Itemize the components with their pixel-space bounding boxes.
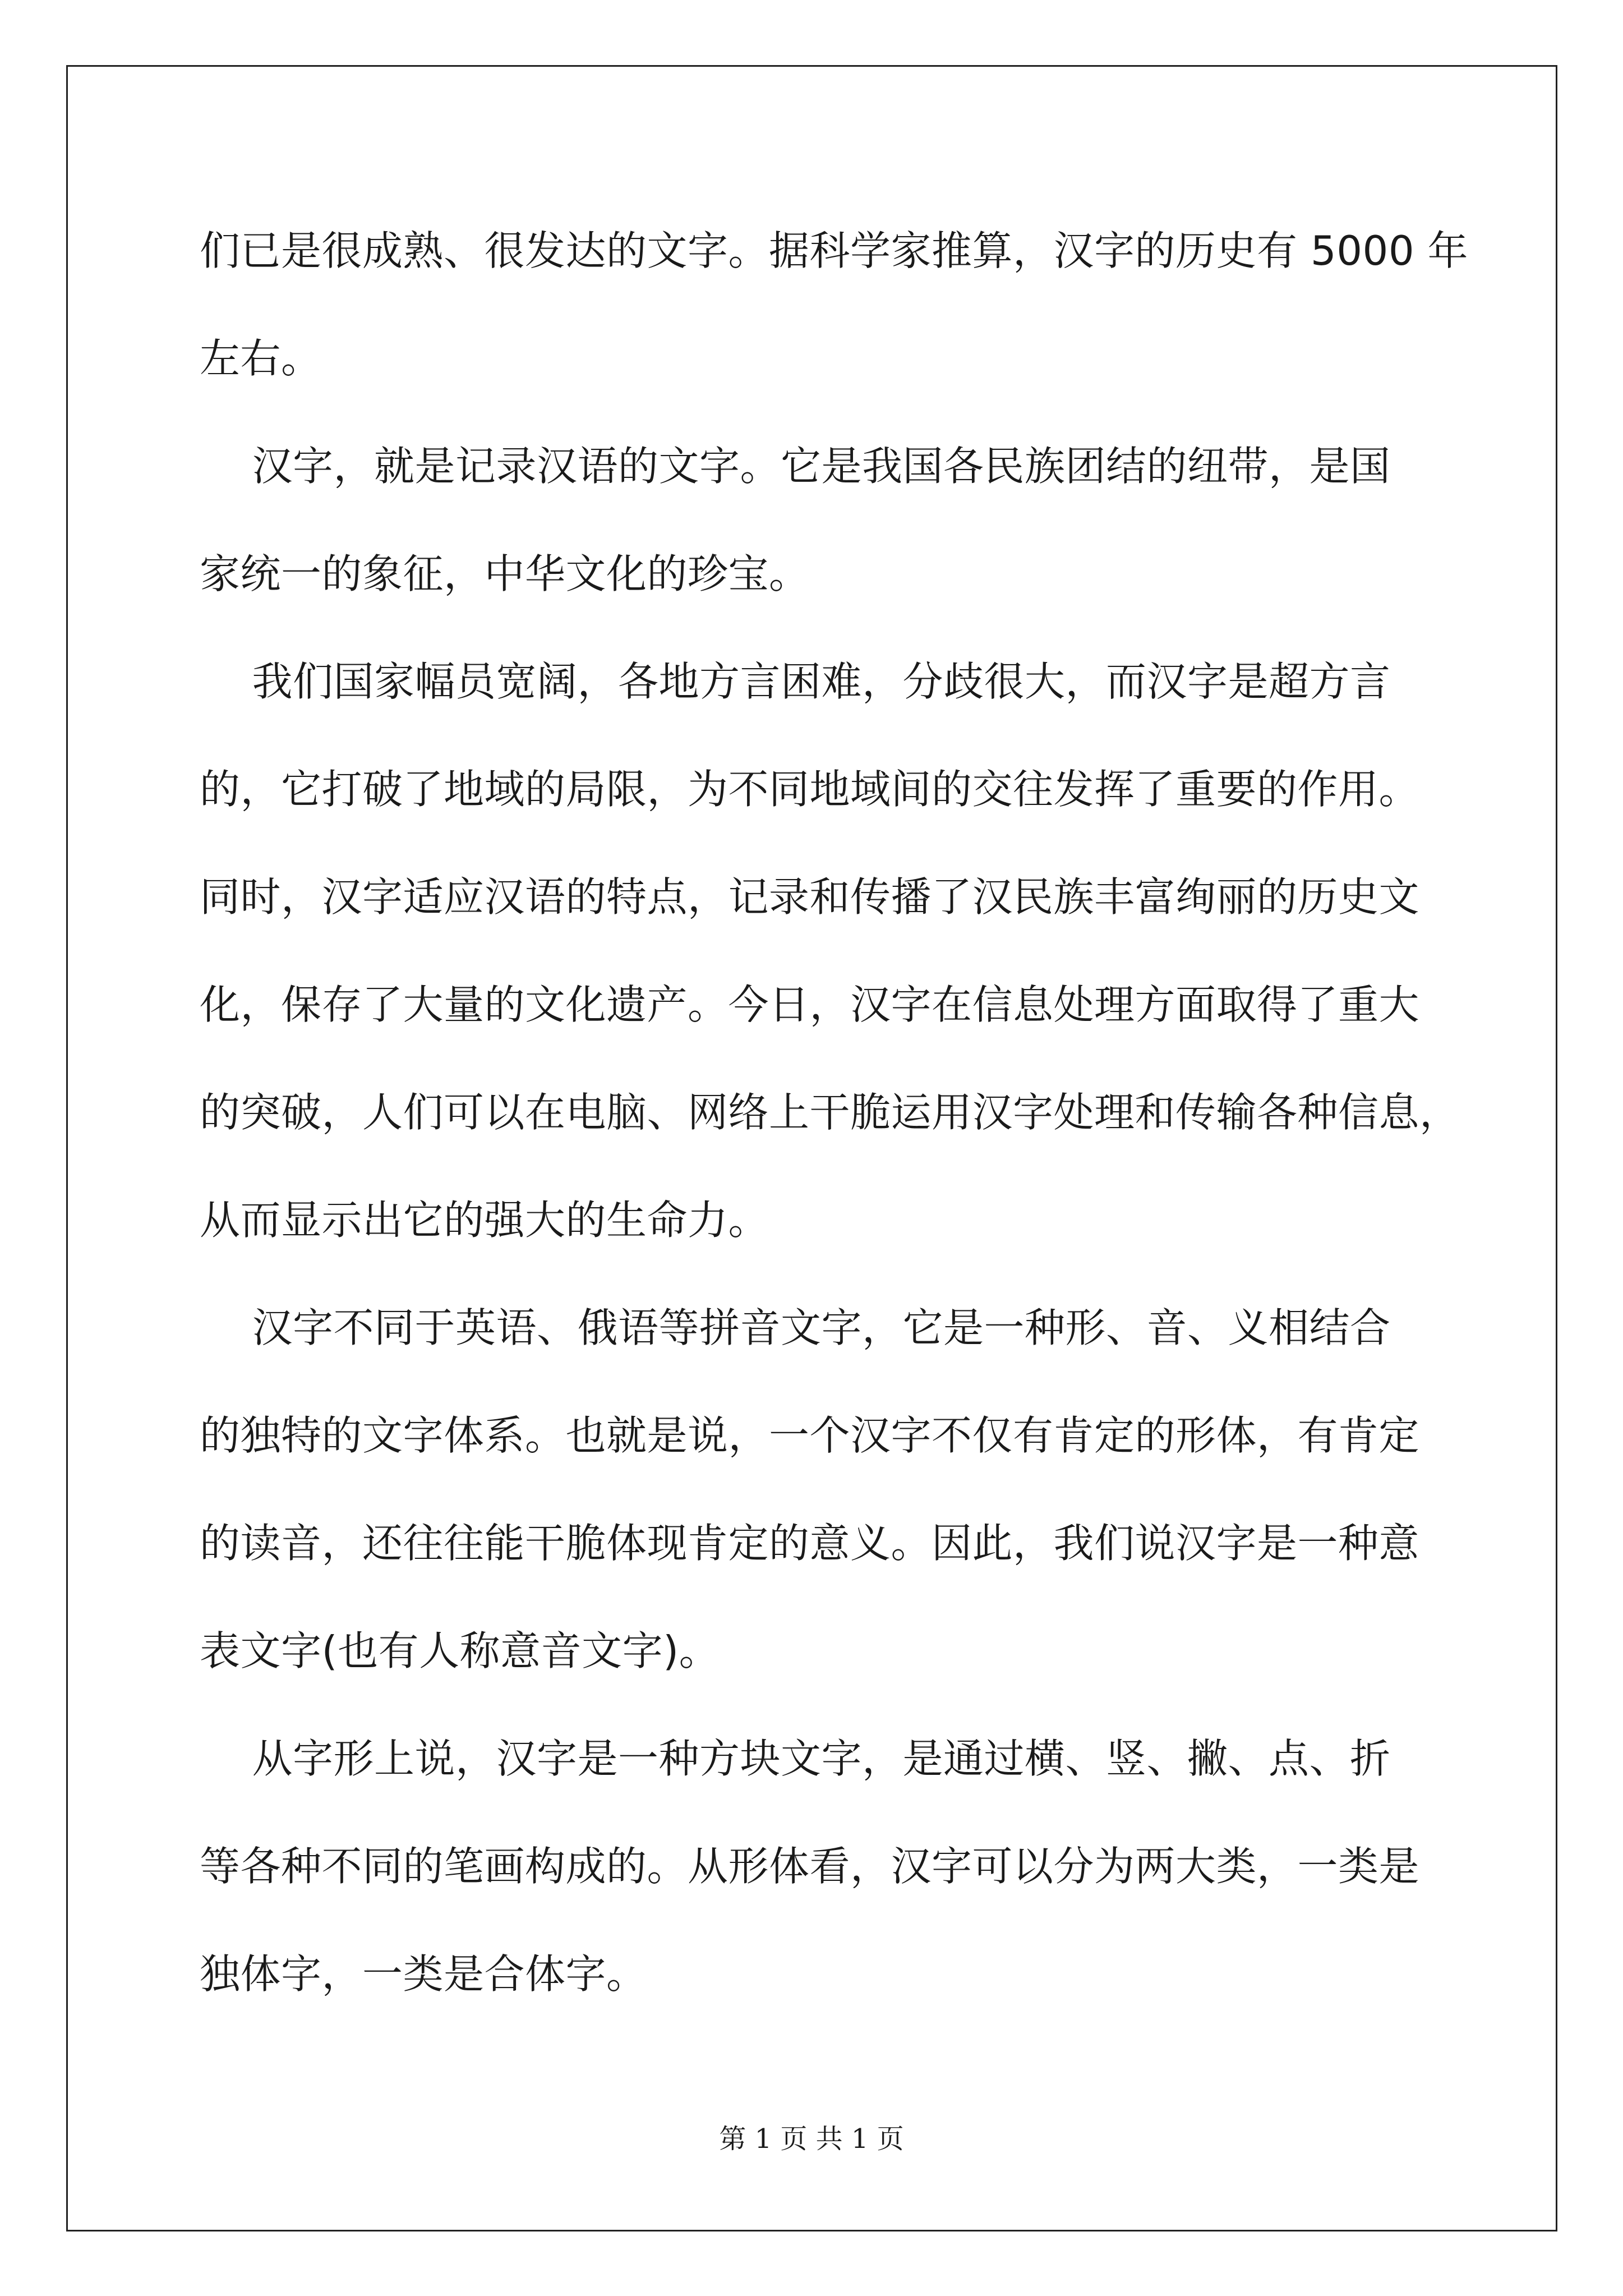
text-line: 的突破，人们可以在电脑、网络上干脆运用汉字处理和传输各种信息， bbox=[200, 1089, 1460, 1136]
text-line: 等各种不同的笔画构成的。从形体看，汉字可以分为两大类，一类是 bbox=[200, 1843, 1420, 1890]
text-line: 从而显示出它的强大的生命力。 bbox=[200, 1197, 769, 1244]
text-line: 我们国家幅员宽阔，各地方言困难，分歧很大，而汉字是超方言 bbox=[200, 658, 1391, 705]
page-number-footer: 第 1 页 共 1 页 bbox=[719, 2123, 904, 2155]
text-line: 们已是很成熟、很发达的文字。据科学家推算，汉字的历史有 5000 年 bbox=[200, 227, 1469, 274]
text-line: 汉字不同于英语、俄语等拼音文字，它是一种形、音、义相结合 bbox=[200, 1304, 1391, 1351]
text-line: 的读音，还往往能干脆体现肯定的意义。因此，我们说汉字是一种意 bbox=[200, 1520, 1420, 1567]
text-line: 家统一的象征，中华文化的珍宝。 bbox=[200, 550, 810, 597]
text-line: 左右。 bbox=[200, 335, 322, 382]
text-line: 表文字(也有人称意音文字)。 bbox=[200, 1627, 720, 1674]
text-line: 汉字，就是记录汉语的文字。它是我国各民族团结的纽带，是国 bbox=[200, 443, 1391, 490]
text-line: 的独特的文字体系。也就是说，一个汉字不仅有肯定的形体，有肯定 bbox=[200, 1412, 1420, 1459]
text-line: 的，它打破了地域的局限，为不同地域间的交往发挥了重要的作用。 bbox=[200, 766, 1420, 813]
text-line: 从字形上说，汉字是一种方块文字，是通过横、竖、撇、点、折 bbox=[200, 1735, 1391, 1782]
text-line: 同时，汉字适应汉语的特点，记录和传播了汉民族丰富绚丽的历史文 bbox=[200, 873, 1420, 921]
document-body bbox=[200, 210, 1469, 2041]
text-line: 独体字，一类是合体字。 bbox=[200, 1950, 647, 1998]
text-line: 化，保存了大量的文化遗产。今日，汉字在信息处理方面取得了重大 bbox=[200, 981, 1420, 1028]
